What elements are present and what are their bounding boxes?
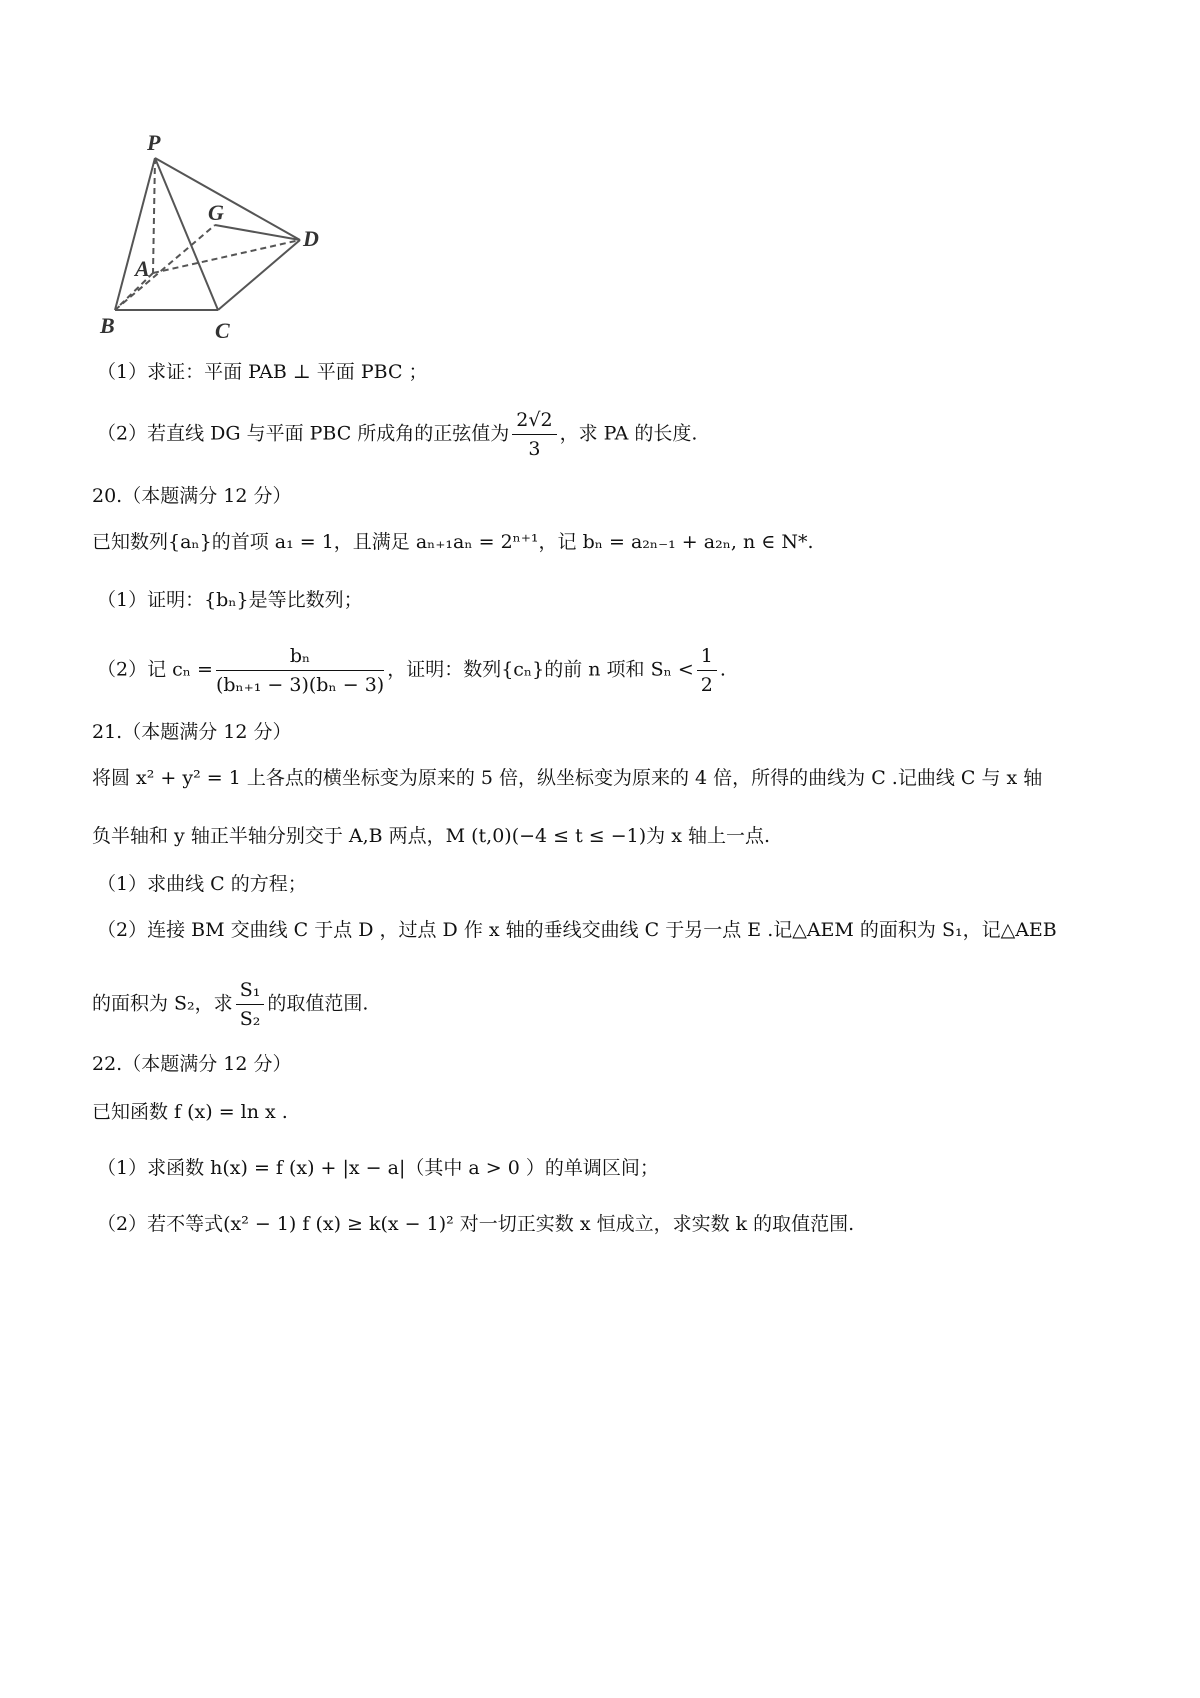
q19-part2	[97, 408, 697, 461]
q19-fraction	[512, 408, 556, 461]
q21-part2-cont	[92, 978, 368, 1031]
label-G: G	[208, 200, 224, 225]
q20-fraction-half	[697, 644, 717, 697]
label-D: D	[303, 226, 319, 251]
q19-frac-den: 3	[528, 438, 541, 460]
q20-frac-num: bₙ	[216, 644, 384, 671]
q20-frac-den: (bₙ₊₁ − 3)(bₙ − 3)	[215, 674, 385, 696]
q21-part2b-post: 的取值范围.	[267, 992, 369, 1015]
q22-part2: （2）若不等式(x² − 1) f (x) ≥ k(x − 1)² 对一切正实数 x 恒成立，求实数 k 的取值范围.	[97, 1213, 855, 1235]
q21-frac-num: S₁	[236, 978, 265, 1005]
q21-stem-line2: 负半轴和 y 轴正半轴分别交于 A,B 两点，M (t,0)(−4 ≤ t ≤ −1)为 x 轴上一点.	[92, 825, 771, 847]
label-C: C	[215, 318, 230, 343]
q19-part2-post: ，求 PA 的长度.	[559, 422, 698, 445]
q21-part2: （2）连接 BM 交曲线 C 于点 D ，过点 D 作 x 轴的垂线交曲线 C 于另一点 E .记△AEM 的面积为 S₁，记△AEB	[97, 919, 1057, 941]
q20-part2-pre: （2）记 cₙ =	[97, 658, 213, 681]
q21-fraction	[236, 978, 265, 1031]
q22-stem: 已知函数 f (x) = ln x .	[92, 1101, 288, 1123]
q19-frac-num: 2√2	[512, 408, 556, 435]
q20-fraction-c	[216, 644, 384, 697]
label-P: P	[147, 130, 161, 155]
q21-header: 21.（本题满分 12 分）	[92, 721, 292, 743]
pyramid-figure	[95, 128, 355, 353]
q20-part2	[97, 644, 726, 697]
q22-header: 22.（本题满分 12 分）	[92, 1053, 292, 1075]
q22-part1: （1）求函数 h(x) = f (x) + |x − a|（其中 a > 0 ）的单调区间；	[97, 1157, 659, 1179]
q20-part2-post: .	[719, 658, 726, 681]
q21-stem-line1: 将圆 x² + y² = 1 上各点的横坐标变为原来的 5 倍，纵坐标变为原来的 4 倍，所得的曲线为 C .记曲线 C 与 x 轴	[92, 767, 1043, 789]
q21-frac-den: S₂	[239, 1008, 261, 1030]
label-B: B	[100, 313, 115, 338]
q21-part2b-pre: 的面积为 S₂，求	[92, 992, 233, 1015]
q20-part1: （1）证明：{bₙ}是等比数列；	[97, 589, 363, 611]
q19-part2-pre: （2）若直线 DG 与平面 PBC 所成角的正弦值为	[97, 422, 510, 445]
q19-part1: （1）求证：平面 PAB ⊥ 平面 PBC ；	[97, 361, 428, 383]
q20-stem: 已知数列{aₙ}的首项 a₁ = 1，且满足 aₙ₊₁aₙ = 2ⁿ⁺¹，记 bₙ = a₂ₙ₋₁ + a₂ₙ, n ∈ N*.	[92, 531, 814, 553]
q20-frac2-den: 2	[700, 674, 713, 696]
label-A: A	[135, 256, 150, 281]
q20-frac2-num: 1	[697, 644, 717, 671]
q21-part1: （1）求曲线 C 的方程；	[97, 873, 307, 895]
q20-header: 20.（本题满分 12 分）	[92, 485, 292, 507]
q20-part2-mid: ，证明：数列{cₙ}的前 n 项和 Sₙ <	[387, 658, 694, 681]
